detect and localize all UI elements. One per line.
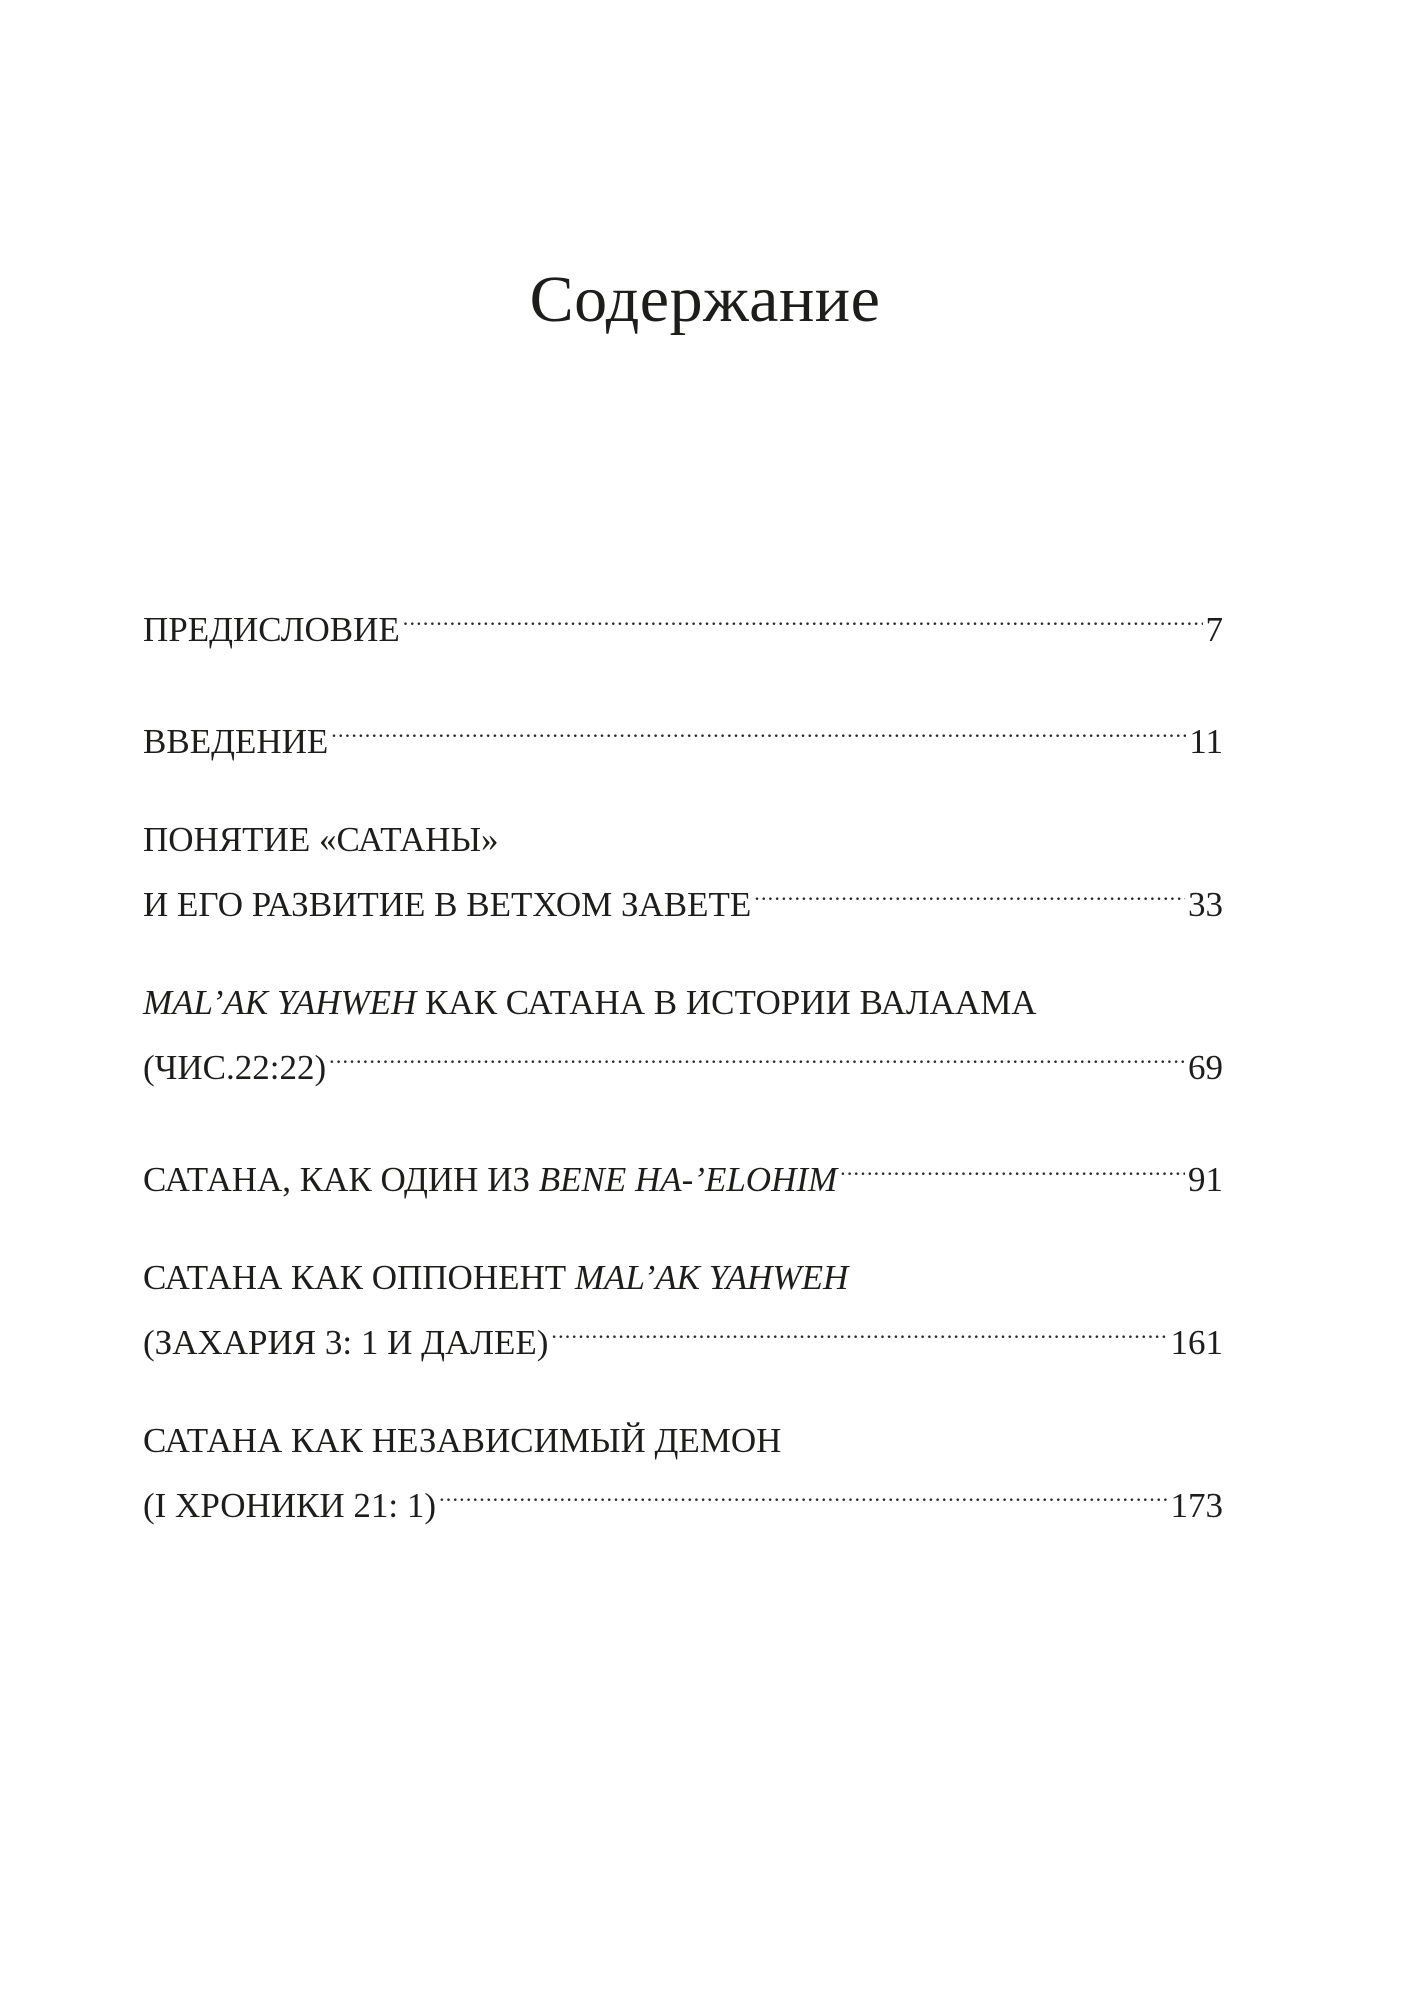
page-title: Содержание xyxy=(529,263,881,336)
toc-entry[interactable] xyxy=(143,702,1223,767)
toc-title-part: ПРЕДИСЛОВИЕ xyxy=(143,610,400,649)
toc-entry[interactable] xyxy=(143,1140,1223,1205)
dot-leader xyxy=(439,1466,1167,1517)
toc-title-italic-part: MAL’AK YAHWEH xyxy=(143,983,417,1022)
toc-entry[interactable] xyxy=(143,590,1223,655)
toc-entry[interactable] xyxy=(143,814,1223,930)
toc-entry-title xyxy=(143,879,751,930)
toc-page-number: 69 xyxy=(1188,1048,1223,1087)
dot-leader xyxy=(329,1028,1185,1079)
toc-title-part: (ЧИС.22:22) xyxy=(143,1048,327,1087)
toc-page-number: 91 xyxy=(1188,1160,1223,1199)
toc-entry-line xyxy=(143,1140,1223,1205)
toc-entry-line xyxy=(143,1303,1223,1368)
toc-entry-line xyxy=(143,814,1223,865)
toc-title-part: САТАНА КАК ОППОНЕНТ xyxy=(143,1258,575,1297)
toc-entry-title xyxy=(143,1480,436,1531)
toc-page-number: 7 xyxy=(1205,610,1223,649)
toc-entry-title xyxy=(143,1252,848,1303)
toc-page-number: 173 xyxy=(1170,1486,1223,1525)
toc-title-part: ВВЕДЕНИЕ xyxy=(143,722,329,761)
toc-title-italic-part: BENE HA-’ELOHIM xyxy=(538,1160,838,1199)
toc-title-part: САТАНА, КАК ОДИН ИЗ xyxy=(143,1160,539,1199)
dot-leader xyxy=(331,702,1186,753)
toc-entry[interactable] xyxy=(143,977,1223,1093)
toc-entry-title xyxy=(143,814,498,865)
toc-entry-line xyxy=(143,1415,1223,1466)
toc-entry-title xyxy=(143,716,328,767)
toc-entry[interactable] xyxy=(143,1415,1223,1531)
toc-page-number: 11 xyxy=(1189,722,1223,761)
toc-title-part: САТАНА КАК НЕЗАВИСИМЫЙ ДЕМОН xyxy=(143,1421,782,1460)
toc-page-number: 161 xyxy=(1170,1323,1223,1362)
dot-leader xyxy=(403,590,1203,641)
table-of-contents xyxy=(143,590,1223,1578)
toc-entry-line xyxy=(143,590,1223,655)
toc-entry-title xyxy=(143,1154,837,1205)
toc-entry-line xyxy=(143,977,1223,1028)
toc-title-part: ПОНЯТИЕ «САТАНЫ» xyxy=(143,820,499,859)
toc-entry-title xyxy=(143,1042,326,1093)
dot-leader xyxy=(551,1303,1167,1354)
toc-title-part: (I ХРОНИКИ 21: 1) xyxy=(143,1486,437,1525)
toc-entry[interactable] xyxy=(143,1252,1223,1368)
toc-page-number: 33 xyxy=(1188,885,1223,924)
toc-title-part: (ЗАХАРИЯ 3: 1 И ДАЛЕЕ) xyxy=(143,1323,549,1362)
toc-entry-line xyxy=(143,865,1223,930)
toc-entry-line xyxy=(143,702,1223,767)
toc-entry-title xyxy=(143,604,400,655)
toc-title-part: КАК САТАНА В ИСТОРИИ ВАЛААМА xyxy=(416,983,1037,1022)
dot-leader xyxy=(840,1140,1185,1191)
toc-entry-title xyxy=(143,1317,548,1368)
toc-title-part: И ЕГО РАЗВИТИЕ В ВЕТХОМ ЗАВЕТЕ xyxy=(143,885,752,924)
toc-entry-line xyxy=(143,1028,1223,1093)
toc-entry-line xyxy=(143,1466,1223,1531)
dot-leader xyxy=(754,865,1185,916)
toc-title-italic-part: MAL’AK YAHWEH xyxy=(574,1258,849,1297)
toc-entry-line xyxy=(143,1252,1223,1303)
toc-entry-title xyxy=(143,1415,781,1466)
toc-entry-title xyxy=(143,977,1037,1028)
